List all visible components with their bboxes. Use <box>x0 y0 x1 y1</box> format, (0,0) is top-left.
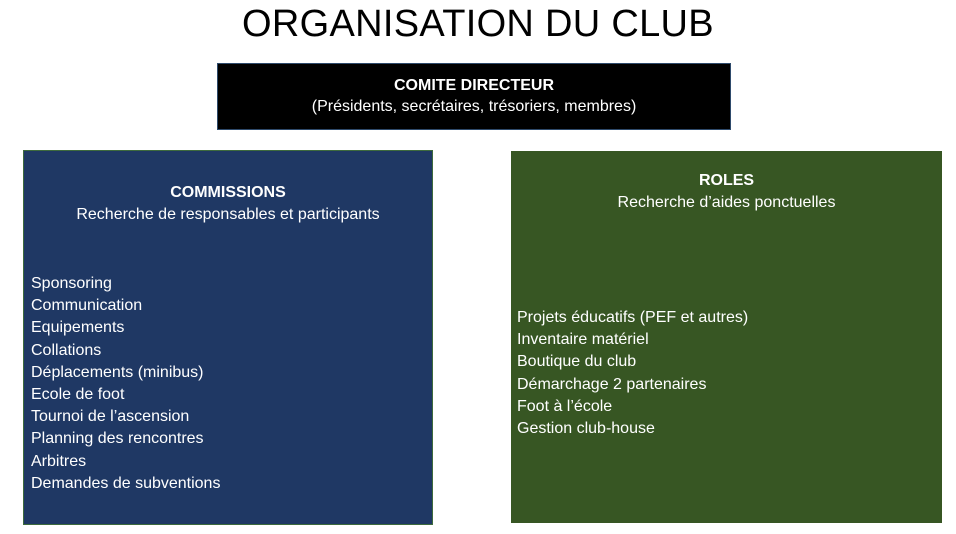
roles-panel <box>511 151 942 523</box>
role-item: Inventaire matériel <box>517 331 649 349</box>
commissions-list <box>24 273 432 495</box>
commission-item: Communication <box>31 297 143 315</box>
role-item: Boutique du club <box>517 353 637 371</box>
commission-item: Demandes de subventions <box>31 474 221 492</box>
page-title: ORGANISATION DU CLUB <box>242 3 714 45</box>
commissions-panel <box>23 150 433 525</box>
commission-item: Collations <box>31 341 102 359</box>
commissions-title: COMMISSIONS <box>170 184 286 201</box>
comite-title: COMITE DIRECTEUR <box>394 77 554 94</box>
commissions-subtitle: Recherche de responsables et participants <box>76 206 380 223</box>
role-item: Gestion club-house <box>517 420 655 438</box>
commission-item: Ecole de foot <box>31 386 125 404</box>
commission-item: Arbitres <box>31 452 87 470</box>
roles-subtitle: Recherche d’aides ponctuelles <box>617 194 836 211</box>
roles-title: ROLES <box>698 172 755 189</box>
commission-item: Tournoi de l’ascension <box>31 408 190 426</box>
roles-list <box>511 307 942 440</box>
role-item: Projets éducatifs (PEF et autres) <box>517 309 749 326</box>
comite-directeur-box <box>217 63 731 130</box>
comite-subtitle: (Présidents, secrétaires, trésoriers, membres) <box>311 98 637 115</box>
commission-item: Sponsoring <box>31 275 112 292</box>
commission-item: Déplacements (minibus) <box>31 363 204 381</box>
commission-item: Planning des rencontres <box>31 430 204 448</box>
role-item: Foot à l’école <box>517 397 613 415</box>
role-item: Démarchage 2 partenaires <box>517 375 707 393</box>
commission-item: Equipements <box>31 319 125 337</box>
